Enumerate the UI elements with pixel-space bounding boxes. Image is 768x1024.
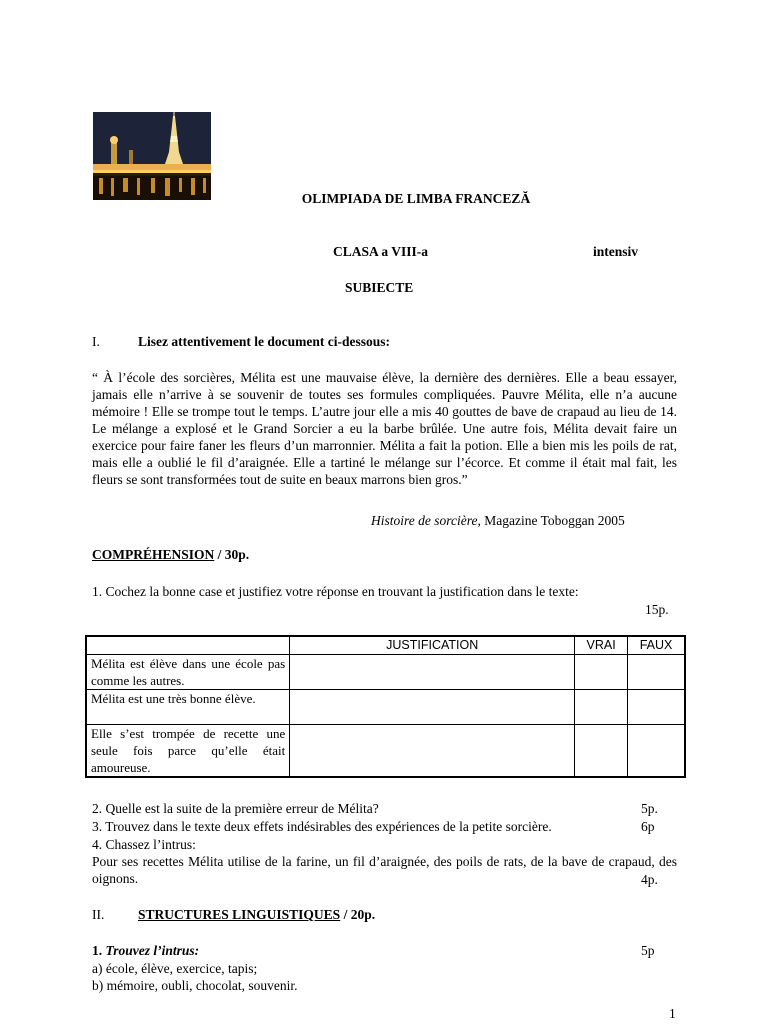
justification-cell[interactable] <box>290 725 575 778</box>
exercise-1-number: 1. <box>92 943 103 958</box>
exercise-1-points: 5p <box>641 943 655 958</box>
exercise-1-title: Trouvez l’intrus: <box>102 943 200 958</box>
question-1-text: 1. Cochez la bonne case et justifiez votre réponse en trouvant la justification dans le texte: <box>92 584 579 599</box>
subtitle: SUBIECTE <box>345 280 414 295</box>
section-2-points: / 20p. <box>340 907 376 922</box>
question-4-points: 4p. <box>641 872 658 887</box>
faux-checkbox-cell[interactable] <box>628 725 685 778</box>
reading-passage: “ À l’école des sorcières, Mélita est une mauvaise élève, la dernière des dernières. Elle a beau essayer, jamais elle n’arrive à se souvenir de toutes ses formules compliquées. Pauvre Mélita, elle n’a aucune mémoire ! Elle se trompe tout le temps. L’autre jour elle a mis 40 gouttes de bave de crapaud au lieu de 14. Le mélange a explosé et le Grand Sorcier a eu la barbe brûlée. Une autre fois, Mélita devait faire un exercice pour faire faner les fleurs d’un marronnier. Mélita a fait la potion. Elle a bien mis les poils de rat, mais elle a oublié le fil d’araignée. Elle a tartiné le mélange sur l’écorce. Et comme il était mal fait, les fleurs se sont transformées tout de suite en beaux marrons bien gros.” <box>92 370 677 487</box>
section-2-heading: STRUCTURES LINGUISTIQUES <box>138 907 341 922</box>
table-row <box>86 655 685 690</box>
question-4-body: Pour ses recettes Mélita utilise de la farine, un fil d’araignée, des poils de rats, de la bave de crapaud, des oignons. <box>92 854 677 886</box>
table-row-statement: Elle s’est trompée de recette une seule fois parce qu’elle était amoureuse. <box>86 725 290 778</box>
table-header-vrai: VRAI <box>575 636 628 655</box>
comprehension-heading: COMPRÉHENSION <box>92 547 215 562</box>
source-title: Histoire de sorcière <box>371 513 478 528</box>
faux-checkbox-cell[interactable] <box>628 690 685 725</box>
section-1-heading: Lisez attentivement le document ci-dessous: <box>138 334 390 349</box>
exercise-1-title-line <box>92 942 199 959</box>
table-header-statement <box>86 636 290 655</box>
table-row <box>86 725 685 778</box>
question-4-text: 4. Chassez l’intrus: <box>92 837 196 852</box>
eiffel-tower-night-photo <box>93 112 211 200</box>
section-2-numeral: II. <box>92 907 105 922</box>
question-2-text: 2. Quelle est la suite de la première erreur de Mélita? <box>92 801 379 816</box>
question-3-points: 6p <box>641 819 655 834</box>
vrai-checkbox-cell[interactable] <box>575 725 628 778</box>
justification-cell[interactable] <box>290 690 575 725</box>
table-header-justification: JUSTIFICATION <box>290 636 575 655</box>
true-false-table <box>85 635 686 778</box>
table-row-statement: Mélita est élève dans une école pas comme les autres. <box>86 655 290 690</box>
comprehension-heading-line <box>92 547 249 563</box>
table-row <box>86 690 685 725</box>
question-2-points: 5p. <box>641 801 658 816</box>
document-title: OLIMPIADA DE LIMBA FRANCEZĂ <box>301 191 531 206</box>
passage-source <box>371 512 625 529</box>
exercise-1-item-b: b) mémoire, oubli, chocolat, souvenir. <box>92 978 298 993</box>
question-3-text: 3. Trouvez dans le texte deux effets indésirables des expériences de la petite sorcière. <box>92 819 552 834</box>
table-header-faux: FAUX <box>628 636 685 655</box>
table-header-row <box>86 636 685 655</box>
level-label: intensiv <box>593 244 639 259</box>
vrai-checkbox-cell[interactable] <box>575 690 628 725</box>
comprehension-points: / 30p. <box>214 547 250 562</box>
class-label: CLASA a VIII-a <box>333 244 429 259</box>
justification-cell[interactable] <box>290 655 575 690</box>
question-1-points: 15p. <box>645 602 669 617</box>
page-number: 1 <box>669 1006 676 1021</box>
section-2-heading-line <box>138 907 375 923</box>
table-row-statement: Mélita est une très bonne élève. <box>86 690 290 725</box>
source-details: , Magazine Toboggan 2005 <box>477 513 625 528</box>
vrai-checkbox-cell[interactable] <box>575 655 628 690</box>
faux-checkbox-cell[interactable] <box>628 655 685 690</box>
section-1-numeral: I. <box>92 334 100 349</box>
exercise-1-item-a: a) école, élève, exercice, tapis; <box>92 961 258 976</box>
